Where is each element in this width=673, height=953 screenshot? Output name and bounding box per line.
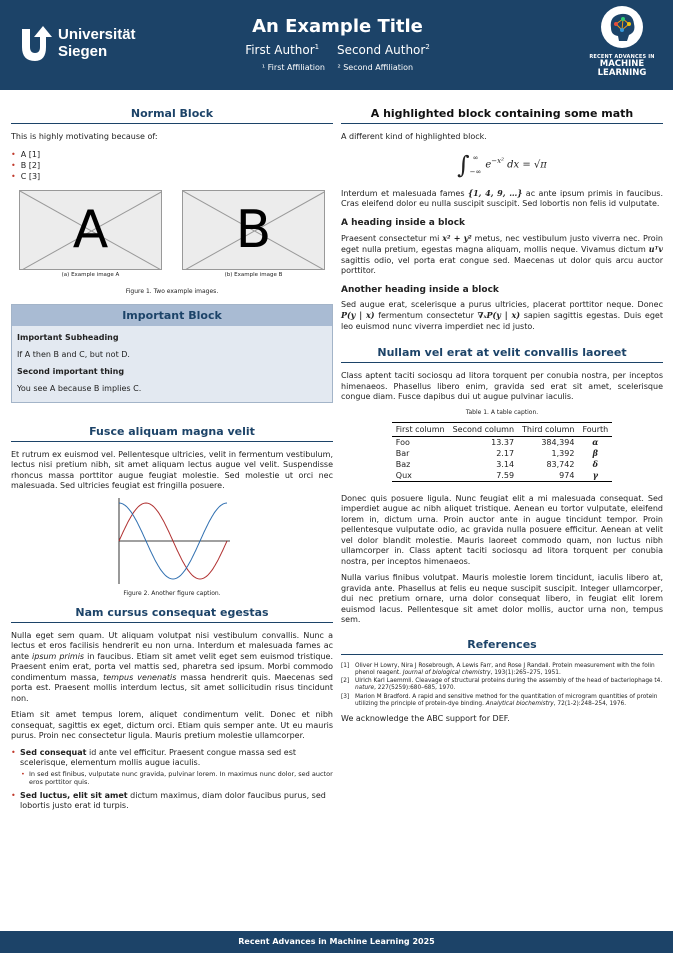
table-cell: δ: [592, 459, 598, 469]
block-title: Fusce aliquam magna velit: [11, 425, 333, 442]
block-text: A different kind of highlighted block.: [341, 132, 487, 141]
author: First Author$^1$: [245, 43, 320, 57]
table-cell: 1,392: [551, 448, 575, 458]
block-text: This is highly motivating because of:: [11, 132, 158, 141]
brain-network-icon: [599, 4, 645, 50]
table-cell: Qux: [392, 470, 449, 482]
poster-title: An Example Title: [252, 16, 423, 37]
list-item: • Sed luctus, elit sit amet dictum maximus, diam dolor faucibus purus, sed lobortis justo erat id turpis.: [11, 791, 333, 812]
list-item: • C [3]: [11, 171, 333, 182]
fusce-block: [11, 425, 333, 597]
motivation-list: [11, 149, 333, 182]
table-cell: 2.17: [496, 448, 515, 458]
nam-block: [11, 606, 333, 812]
block-title: Nullam vel erat at velit convallis laoreet: [341, 346, 663, 363]
subfigure-caption: (b) Example image B: [224, 271, 283, 278]
block-text: Nulla varius finibus volutpat. Mauris molestie lorem tincidunt, iaculis libero at, gravida ante. Phasellus at felis eu neque suscipit suscipit. Integer ullamcorper, dui nec pretium ornare, urna dolor consequat libero, in feugiat elit lorem euismod lacus. Pellentesque sit amet dolor mollis, auctor urna non, tempus sem.: [341, 573, 663, 624]
figure-caption: Figure 1. Two example images.: [125, 287, 219, 295]
references-block: [341, 638, 663, 725]
table-cell: 384,394: [541, 437, 575, 447]
block-text: Sed augue erat, scelerisque a purus ultricies, placerat porttitor neque. Donec P(y | x) fermentum consectetur ∇ₓP(y | x) sapien sagittis egestas. Duis eget leo euismod nunc viverra imperdiet nec id justo.: [341, 299, 663, 331]
affiliation: ² Second Affiliation: [337, 63, 414, 72]
block-title: References: [341, 638, 663, 655]
table-cell: 974: [518, 470, 578, 482]
affiliation: ¹ First Affiliation: [261, 63, 325, 72]
table-row: [392, 448, 612, 459]
data-table: [392, 422, 612, 482]
block-text: Et rutrum ex euismod vel. Pellentesque ultricies, velit in fermentum vestibulum, lectus nisi pretium nibh, sit amet aliquam lectus augue vel velit. Suspendisse rhoncus massa porttitor augue feugiat molestie. Sed molestie ut orci nec malesuada. Sed ultricies feugiat est fringilla posuere.: [11, 449, 333, 490]
table-cell: 3.14: [496, 459, 515, 469]
table-cell: β: [592, 448, 598, 458]
university-name: Universität Siegen: [58, 26, 136, 60]
poster-footer: Recent Advances in Machine Learning 2025: [0, 931, 673, 953]
block-text: Interdum et malesuada fames {1, 4, 9, …} ac ante ipsum primis in faucibus. Cras eleifend dolor eu nulla suscipit suscipit. Sed lobortis non felis id vulputate.: [341, 187, 663, 208]
column-header: Fourth: [578, 422, 612, 436]
nested-list: [11, 748, 333, 812]
poster-header: [0, 0, 673, 90]
normal-block: [11, 107, 333, 295]
important-block: [11, 304, 333, 403]
table-row: [392, 459, 612, 470]
block-text: Donec quis posuere ligula. Nunc feugiat elit a mi malesuada consequat. Sed imperdiet augue ac nibh aliquet tristique. Aenean eu tortor vulputate, eleifend lorem in, dictum urna. Proin auctor ante in augue tincidunt tempor. Proin pellentesque vulputate odio, ac gravida nulla posuere efficitur. Aenean at velit vel dolor blandit molestie. Mauris laoreet commodo quam, non luctus nibh ullamcorper in. Class aptent taciti sociosqu ad litora torquent per conubia nostra, per inceptos himenaeos.: [341, 493, 663, 566]
block-text: Nulla eget sem quam. Ut aliquam volutpat nisi vestibulum convallis. Nunc a lectus et eros facilisis hendrerit eu non urna. Interdum et malesuada fames ac ante ipsum primis in faucibus. Etiam sit amet velit eget sem euismod tristique. Praesent enim erat, porta vel mattis sed, pharetra sed ipsum. Morbi commodo condimentum massa, tempus venenatis massa hendrerit quis. Maecenas sed porta est. Praesent mollis interdum lectus, sit amet sollicitudin risus tincidunt non.: [11, 630, 333, 703]
column-header: Third column: [518, 422, 578, 436]
block-title: Nam cursus consequat egestas: [11, 606, 333, 623]
table-row: [392, 470, 612, 482]
right-column: [341, 107, 663, 731]
table-header-row: [392, 422, 612, 436]
subfigure-caption: (a) Example image A: [61, 271, 120, 278]
figure-a: [19, 190, 162, 278]
left-column: [11, 107, 333, 816]
author-list: [200, 43, 475, 57]
nullam-block: [341, 346, 663, 626]
block-text: You see A because B implies C.: [17, 383, 142, 393]
university-logo: [18, 23, 136, 63]
sine-plot: [115, 498, 230, 584]
math-block: [341, 107, 663, 332]
reference-item: [3] Marion M Bradford. A rapid and sensitive method for the quantitation of microgram quantities of protein utilizing the principle of protein-dye binding. Analytical biochemistry, 72(1-2):248–254, 1976.: [341, 693, 658, 707]
table-caption: Table 1. A table caption.: [465, 408, 539, 416]
subheading: Important Subheading: [17, 332, 119, 342]
figure-b: [182, 190, 325, 278]
table-cell: Baz: [395, 459, 411, 469]
block-text: Class aptent taciti sociosqu ad litora torquent per conubia nostra, per inceptos himenaeos. Phasellus libero enim, gravida sed erat sit amet, scelerisque congue diam. Fusce dapibus dui ut augue pulvinar iaculis.: [341, 371, 663, 401]
table-cell: 83,742: [546, 459, 575, 469]
block-heading: Another heading inside a block: [341, 284, 499, 295]
column-header: First column: [392, 422, 449, 436]
list-item: • B [2]: [11, 160, 333, 171]
table-cell: Foo: [395, 437, 410, 447]
block-title: Normal Block: [11, 107, 333, 124]
list-item: • Sed consequat id ante vel efficitur. Praesent congue massa sed est scelerisque, elementum mollis augue iaculis. • In sed est finibus, vulputate nunc gravida, pulvinar lorem. In maximus nunc dolor, sed auctor eros porttitor quis.: [11, 748, 333, 787]
university-mark-icon: [18, 23, 52, 63]
table-cell: 13.37: [491, 437, 515, 447]
image-placeholder: B: [182, 190, 325, 270]
figure-row: [11, 190, 333, 278]
list-item: • A [1]: [11, 149, 333, 160]
reference-list: [341, 663, 663, 709]
table-cell: 7.59: [449, 470, 518, 482]
block-text: If A then B and C, but not D.: [17, 349, 130, 359]
figure-caption: Figure 2. Another figure caption.: [123, 589, 221, 597]
block-text: Etiam sit amet tempus lorem, aliquet condimentum velit. Donec et nibh consequat, sagittis ex eget, dictum orci. Etiam quis semper ante. Ut eu mauris purus. Proin nec consectetur ligula. Mauris pretium molestie ullamcorper.: [11, 710, 333, 740]
affiliation-list: [200, 63, 475, 72]
table-cell: γ: [578, 470, 612, 482]
sub-list-item: • In sed est finibus, vulputate nunc gravida, pulvinar lorem. In maximus nunc dolor, sed auctor eros porttitor quis.: [20, 770, 333, 787]
display-equation: ∫ ∞ −∞ $e^{-x^2}$ dx = √π: [457, 150, 547, 179]
title-area: [200, 16, 475, 72]
important-body: [12, 326, 332, 402]
reference-item: [2] Ulrich Karl Laemmli. Cleavage of structural proteins during the assembly of the head of bacteriophage t4. nature, 227(5259):680–685, 1970.: [341, 678, 663, 692]
column-header: Second column: [449, 422, 518, 436]
table-cell: α: [592, 437, 599, 447]
subheading: Second important thing: [17, 366, 125, 376]
block-title: A highlighted block containing some math: [341, 107, 663, 124]
acknowledgement: We acknowledge the ABC support for DEF.: [341, 714, 510, 724]
table-row: [392, 436, 612, 448]
image-placeholder: A: [19, 190, 162, 270]
author: Second Author$^2$: [336, 43, 430, 57]
block-title: Important Block: [12, 305, 332, 326]
block-heading: A heading inside a block: [341, 217, 466, 228]
block-text: Praesent consectetur mi x² + y² metus, nec vestibulum justo viverra nec. Proin eget nulla pretium, egestas magna aliquam, mollis neque. Vivamus dictum uᵀv sagittis odio, vel porta erat congue sed. Maecenas ut dolor quis arcu auctor porttitor.: [341, 232, 663, 275]
reference-item: [1] Oliver H Lowry, Nira J Rosebrough, A Lewis Farr, and Rose J Randall. Protein measurement with the folin phenol reagent. Journal of biological chemistry, 193(1):265–275, 1951.: [341, 662, 655, 676]
conference-logo: RECENT ADVANCES IN MACHINE LEARNING: [586, 4, 658, 86]
table-cell: Bar: [395, 448, 410, 458]
